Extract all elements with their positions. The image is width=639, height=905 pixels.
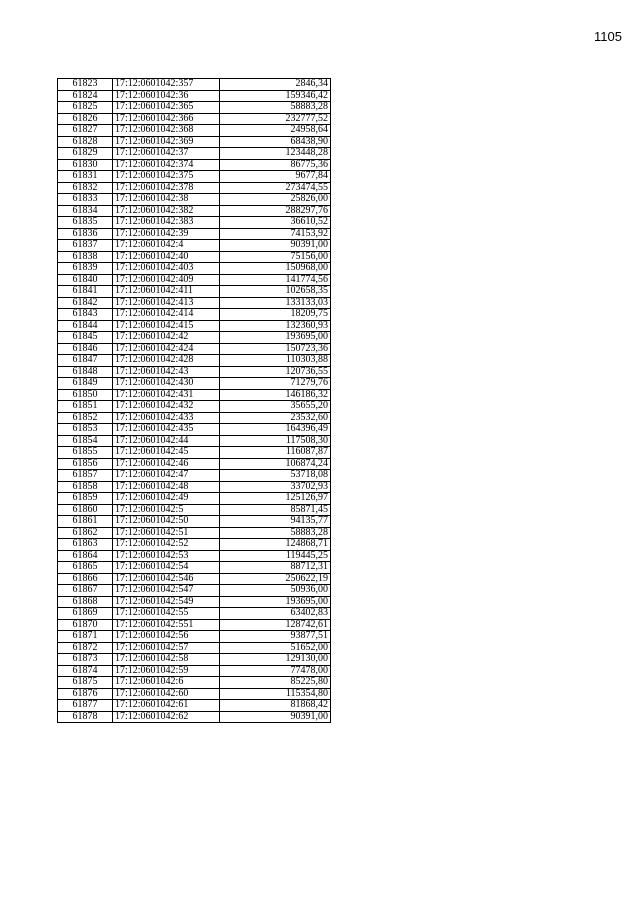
row-number-cell: 61874	[58, 665, 113, 677]
cadastral-number-cell: 17:12:0601042:56	[113, 631, 220, 643]
row-number-cell: 61869	[58, 608, 113, 620]
cadastral-number-cell: 17:12:0601042:549	[113, 596, 220, 608]
table-row	[58, 516, 331, 528]
value-cell: 117508,30	[220, 435, 331, 447]
row-number-cell: 61857	[58, 470, 113, 482]
table-row	[58, 309, 331, 321]
table-row	[58, 366, 331, 378]
table-row	[58, 182, 331, 194]
cadastral-number-cell: 17:12:0601042:551	[113, 619, 220, 631]
row-number-cell: 61847	[58, 355, 113, 367]
value-cell: 36610,52	[220, 217, 331, 229]
cadastral-number-cell: 17:12:0601042:44	[113, 435, 220, 447]
cadastral-number-cell: 17:12:0601042:5	[113, 504, 220, 516]
value-cell: 141774,56	[220, 274, 331, 286]
row-number-cell: 61854	[58, 435, 113, 447]
row-number-cell: 61868	[58, 596, 113, 608]
cadastral-number-cell: 17:12:0601042:43	[113, 366, 220, 378]
row-number-cell: 61872	[58, 642, 113, 654]
cadastral-number-cell: 17:12:0601042:45	[113, 447, 220, 459]
row-number-cell: 61826	[58, 113, 113, 125]
value-cell: 18209,75	[220, 309, 331, 321]
value-cell: 132360,93	[220, 320, 331, 332]
value-cell: 106874,24	[220, 458, 331, 470]
table-row	[58, 205, 331, 217]
cadastral-number-cell: 17:12:0601042:432	[113, 401, 220, 413]
value-cell: 115354,80	[220, 688, 331, 700]
row-number-cell: 61838	[58, 251, 113, 263]
row-number-cell: 61859	[58, 493, 113, 505]
data-table	[57, 78, 331, 723]
cadastral-number-cell: 17:12:0601042:409	[113, 274, 220, 286]
value-cell: 51652,00	[220, 642, 331, 654]
value-cell: 193695,00	[220, 596, 331, 608]
value-cell: 288297,76	[220, 205, 331, 217]
value-cell: 116087,87	[220, 447, 331, 459]
cadastral-number-cell: 17:12:0601042:52	[113, 539, 220, 551]
row-number-cell: 61860	[58, 504, 113, 516]
cadastral-number-cell: 17:12:0601042:413	[113, 297, 220, 309]
value-cell: 90391,00	[220, 711, 331, 723]
row-number-cell: 61863	[58, 539, 113, 551]
cadastral-number-cell: 17:12:0601042:378	[113, 182, 220, 194]
table-row	[58, 332, 331, 344]
cadastral-number-cell: 17:12:0601042:50	[113, 516, 220, 528]
row-number-cell: 61843	[58, 309, 113, 321]
cadastral-number-cell: 17:12:0601042:54	[113, 562, 220, 574]
row-number-cell: 61858	[58, 481, 113, 493]
value-cell: 53718,08	[220, 470, 331, 482]
row-number-cell: 61833	[58, 194, 113, 206]
table-row	[58, 125, 331, 137]
row-number-cell: 61865	[58, 562, 113, 574]
value-cell: 150968,00	[220, 263, 331, 275]
value-cell: 102658,35	[220, 286, 331, 298]
table-row	[58, 596, 331, 608]
row-number-cell: 61867	[58, 585, 113, 597]
table-row	[58, 240, 331, 252]
table-row	[58, 159, 331, 171]
table-row	[58, 343, 331, 355]
table-body	[58, 79, 331, 723]
value-cell: 23532,60	[220, 412, 331, 424]
row-number-cell: 61842	[58, 297, 113, 309]
cadastral-number-cell: 17:12:0601042:38	[113, 194, 220, 206]
page-number: 1105	[594, 29, 622, 44]
row-number-cell: 61829	[58, 148, 113, 160]
value-cell: 133133,03	[220, 297, 331, 309]
cadastral-number-cell: 17:12:0601042:47	[113, 470, 220, 482]
table-row	[58, 136, 331, 148]
value-cell: 63402,83	[220, 608, 331, 620]
cadastral-number-cell: 17:12:0601042:547	[113, 585, 220, 597]
table-row	[58, 562, 331, 574]
value-cell: 85225,80	[220, 677, 331, 689]
table-row	[58, 447, 331, 459]
cadastral-number-cell: 17:12:0601042:61	[113, 700, 220, 712]
table-row	[58, 665, 331, 677]
row-number-cell: 61844	[58, 320, 113, 332]
value-cell: 128742,61	[220, 619, 331, 631]
value-cell: 150723,36	[220, 343, 331, 355]
value-cell: 85871,45	[220, 504, 331, 516]
table-row	[58, 654, 331, 666]
table-row	[58, 320, 331, 332]
row-number-cell: 61866	[58, 573, 113, 585]
table-row	[58, 688, 331, 700]
value-cell: 88712,31	[220, 562, 331, 574]
table-row	[58, 389, 331, 401]
cadastral-number-cell: 17:12:0601042:57	[113, 642, 220, 654]
table-row	[58, 424, 331, 436]
cadastral-number-cell: 17:12:0601042:366	[113, 113, 220, 125]
row-number-cell: 61845	[58, 332, 113, 344]
table-row	[58, 113, 331, 125]
value-cell: 75156,00	[220, 251, 331, 263]
row-number-cell: 61870	[58, 619, 113, 631]
cadastral-number-cell: 17:12:0601042:382	[113, 205, 220, 217]
row-number-cell: 61848	[58, 366, 113, 378]
cadastral-number-cell: 17:12:0601042:48	[113, 481, 220, 493]
table-row	[58, 217, 331, 229]
cadastral-number-cell: 17:12:0601042:383	[113, 217, 220, 229]
value-cell: 81868,42	[220, 700, 331, 712]
cadastral-number-cell: 17:12:0601042:59	[113, 665, 220, 677]
value-cell: 110303,88	[220, 355, 331, 367]
row-number-cell: 61827	[58, 125, 113, 137]
cadastral-number-cell: 17:12:0601042:414	[113, 309, 220, 321]
row-number-cell: 61834	[58, 205, 113, 217]
cadastral-number-cell: 17:12:0601042:40	[113, 251, 220, 263]
row-number-cell: 61877	[58, 700, 113, 712]
table-row	[58, 401, 331, 413]
value-cell: 193695,00	[220, 332, 331, 344]
table-row	[58, 481, 331, 493]
row-number-cell: 61856	[58, 458, 113, 470]
table-row	[58, 493, 331, 505]
value-cell: 58883,28	[220, 527, 331, 539]
cadastral-number-cell: 17:12:0601042:55	[113, 608, 220, 620]
value-cell: 123448,28	[220, 148, 331, 160]
row-number-cell: 61873	[58, 654, 113, 666]
table-row	[58, 286, 331, 298]
value-cell: 9677,84	[220, 171, 331, 183]
table-row	[58, 263, 331, 275]
row-number-cell: 61824	[58, 90, 113, 102]
table-row	[58, 585, 331, 597]
value-cell: 164396,49	[220, 424, 331, 436]
table-row	[58, 700, 331, 712]
row-number-cell: 61835	[58, 217, 113, 229]
value-cell: 74153,92	[220, 228, 331, 240]
row-number-cell: 61839	[58, 263, 113, 275]
table-row	[58, 470, 331, 482]
table-row	[58, 378, 331, 390]
table-row	[58, 274, 331, 286]
value-cell: 58883,28	[220, 102, 331, 114]
value-cell: 71279,76	[220, 378, 331, 390]
table-row	[58, 631, 331, 643]
cadastral-number-cell: 17:12:0601042:431	[113, 389, 220, 401]
cadastral-number-cell: 17:12:0601042:42	[113, 332, 220, 344]
row-number-cell: 61828	[58, 136, 113, 148]
value-cell: 35655,20	[220, 401, 331, 413]
value-cell: 129130,00	[220, 654, 331, 666]
row-number-cell: 61862	[58, 527, 113, 539]
cadastral-number-cell: 17:12:0601042:403	[113, 263, 220, 275]
table-row	[58, 355, 331, 367]
cadastral-number-cell: 17:12:0601042:365	[113, 102, 220, 114]
row-number-cell: 61852	[58, 412, 113, 424]
cadastral-number-cell: 17:12:0601042:368	[113, 125, 220, 137]
value-cell: 146186,32	[220, 389, 331, 401]
cadastral-number-cell: 17:12:0601042:49	[113, 493, 220, 505]
value-cell: 125126,97	[220, 493, 331, 505]
row-number-cell: 61871	[58, 631, 113, 643]
cadastral-number-cell: 17:12:0601042:424	[113, 343, 220, 355]
value-cell: 120736,55	[220, 366, 331, 378]
row-number-cell: 61837	[58, 240, 113, 252]
table-row	[58, 539, 331, 551]
table-row	[58, 194, 331, 206]
value-cell: 250622,19	[220, 573, 331, 585]
cadastral-number-cell: 17:12:0601042:53	[113, 550, 220, 562]
cadastral-number-cell: 17:12:0601042:411	[113, 286, 220, 298]
value-cell: 159346,42	[220, 90, 331, 102]
table-row	[58, 619, 331, 631]
row-number-cell: 61855	[58, 447, 113, 459]
row-number-cell: 61832	[58, 182, 113, 194]
row-number-cell: 61875	[58, 677, 113, 689]
value-cell: 124868,71	[220, 539, 331, 551]
row-number-cell: 61876	[58, 688, 113, 700]
cadastral-number-cell: 17:12:0601042:435	[113, 424, 220, 436]
value-cell: 94135,77	[220, 516, 331, 528]
table-row	[58, 608, 331, 620]
row-number-cell: 61864	[58, 550, 113, 562]
row-number-cell: 61830	[58, 159, 113, 171]
cadastral-number-cell: 17:12:0601042:6	[113, 677, 220, 689]
table-row	[58, 102, 331, 114]
value-cell: 86775,36	[220, 159, 331, 171]
cadastral-number-cell: 17:12:0601042:433	[113, 412, 220, 424]
cadastral-number-cell: 17:12:0601042:46	[113, 458, 220, 470]
table-row	[58, 677, 331, 689]
table-row	[58, 228, 331, 240]
value-cell: 119445,25	[220, 550, 331, 562]
table-row	[58, 79, 331, 91]
row-number-cell: 61846	[58, 343, 113, 355]
row-number-cell: 61825	[58, 102, 113, 114]
table-row	[58, 251, 331, 263]
row-number-cell: 61853	[58, 424, 113, 436]
row-number-cell: 61831	[58, 171, 113, 183]
value-cell: 25826,00	[220, 194, 331, 206]
cadastral-number-cell: 17:12:0601042:51	[113, 527, 220, 539]
cadastral-number-cell: 17:12:0601042:39	[113, 228, 220, 240]
table-row	[58, 711, 331, 723]
cadastral-number-cell: 17:12:0601042:4	[113, 240, 220, 252]
table-row	[58, 504, 331, 516]
table-row	[58, 148, 331, 160]
cadastral-number-cell: 17:12:0601042:357	[113, 79, 220, 91]
cadastral-number-cell: 17:12:0601042:369	[113, 136, 220, 148]
cadastral-number-cell: 17:12:0601042:430	[113, 378, 220, 390]
row-number-cell: 61836	[58, 228, 113, 240]
cadastral-number-cell: 17:12:0601042:58	[113, 654, 220, 666]
row-number-cell: 61851	[58, 401, 113, 413]
table-row	[58, 90, 331, 102]
table-row	[58, 527, 331, 539]
cadastral-number-cell: 17:12:0601042:62	[113, 711, 220, 723]
cadastral-number-cell: 17:12:0601042:546	[113, 573, 220, 585]
value-cell: 50936,00	[220, 585, 331, 597]
table-row	[58, 435, 331, 447]
table-row	[58, 171, 331, 183]
value-cell: 68438,90	[220, 136, 331, 148]
cadastral-number-cell: 17:12:0601042:37	[113, 148, 220, 160]
value-cell: 2846,34	[220, 79, 331, 91]
table-row	[58, 550, 331, 562]
row-number-cell: 61878	[58, 711, 113, 723]
row-number-cell: 61850	[58, 389, 113, 401]
cadastral-number-cell: 17:12:0601042:60	[113, 688, 220, 700]
row-number-cell: 61849	[58, 378, 113, 390]
value-cell: 24958,64	[220, 125, 331, 137]
value-cell: 93877,51	[220, 631, 331, 643]
value-cell: 90391,00	[220, 240, 331, 252]
cadastral-number-cell: 17:12:0601042:428	[113, 355, 220, 367]
value-cell: 33702,93	[220, 481, 331, 493]
row-number-cell: 61823	[58, 79, 113, 91]
table-row	[58, 573, 331, 585]
table-row	[58, 642, 331, 654]
cadastral-number-cell: 17:12:0601042:36	[113, 90, 220, 102]
row-number-cell: 61861	[58, 516, 113, 528]
row-number-cell: 61840	[58, 274, 113, 286]
value-cell: 232777,52	[220, 113, 331, 125]
table-row	[58, 412, 331, 424]
table-row	[58, 458, 331, 470]
table-row	[58, 297, 331, 309]
cadastral-number-cell: 17:12:0601042:415	[113, 320, 220, 332]
cadastral-number-cell: 17:12:0601042:375	[113, 171, 220, 183]
cadastral-number-cell: 17:12:0601042:374	[113, 159, 220, 171]
value-cell: 77478,00	[220, 665, 331, 677]
value-cell: 273474,55	[220, 182, 331, 194]
row-number-cell: 61841	[58, 286, 113, 298]
